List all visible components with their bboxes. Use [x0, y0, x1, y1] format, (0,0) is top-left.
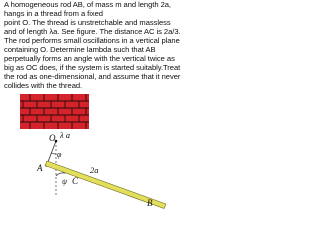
problem-line: big as OC does, if the system is started suitably.Treat	[4, 63, 181, 72]
label-b: B	[147, 198, 153, 208]
label-psi: ψ	[62, 177, 67, 186]
label-rod-length: 2a	[90, 165, 99, 175]
label-phi: φ	[57, 150, 62, 159]
brick-ceiling	[20, 94, 89, 129]
label-c: C	[72, 176, 79, 186]
problem-line: containing O. Determine lambda such that AB	[4, 45, 156, 54]
problem-line: and of length λa. See figure. The distance AC is 2a/3.	[4, 27, 181, 36]
label-a: A	[37, 163, 43, 173]
psi-angle-arc	[56, 173, 65, 176]
rod-pendulum-figure	[0, 94, 200, 210]
problem-line: hangs in a thread from a fixed	[4, 9, 103, 18]
problem-line: perpetually forms an angle with the vertical twice as	[4, 54, 175, 63]
problem-line: The rod performs small oscillations in a vertical plane	[4, 36, 180, 45]
problem-line: A homogeneous rod AB, of mass m and length 2a,	[4, 0, 171, 9]
problem-line: the rod as one-dimensional, and assume that it never	[4, 72, 181, 81]
phi-angle-arc	[51, 153, 56, 154]
problem-line: point O. The thread is unstretchable and massless	[4, 18, 171, 27]
label-o: O	[49, 133, 56, 143]
problem-text	[4, 0, 198, 90]
label-thread-length: λ a	[60, 130, 71, 140]
problem-line: collides with the thread.	[4, 81, 83, 90]
